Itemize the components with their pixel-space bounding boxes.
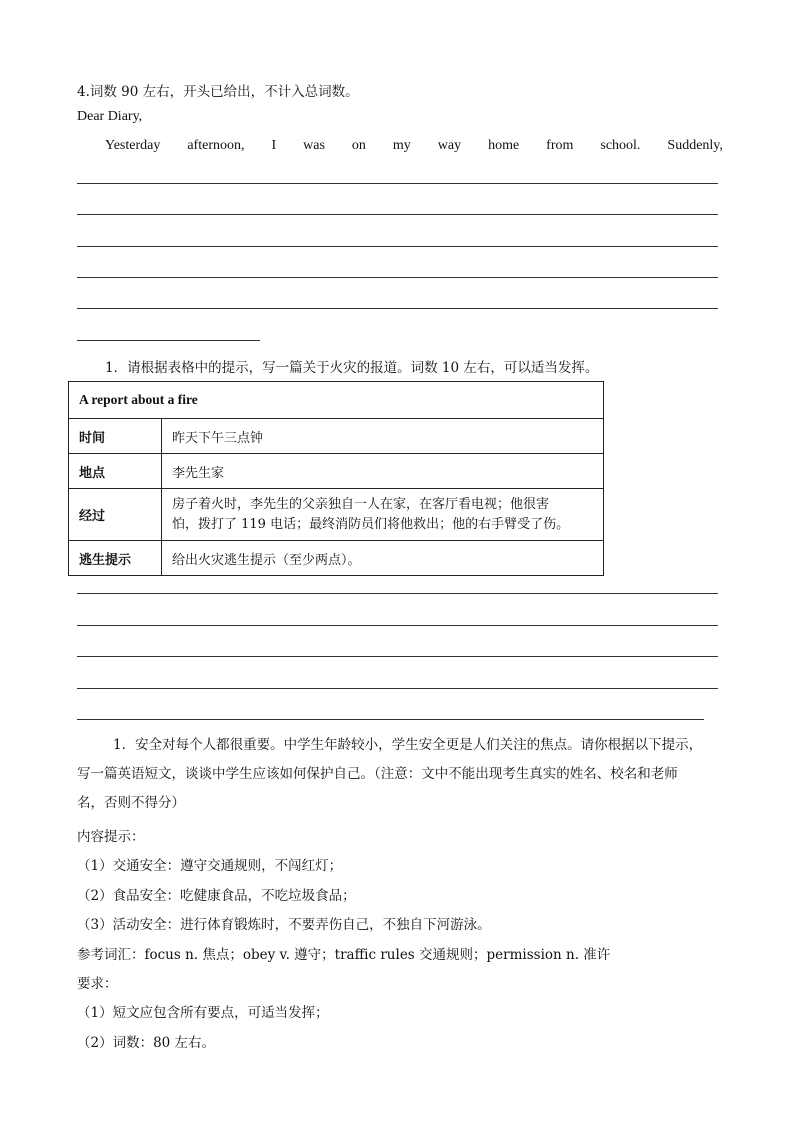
requirement-item: （2）词数：80 左右。	[77, 1035, 216, 1051]
writing-line[interactable]	[77, 593, 718, 594]
fire-report-table	[68, 381, 604, 576]
requirement-item: （1）短文应包含所有要点，可适当发挥；	[77, 1005, 329, 1021]
opening-word: was	[303, 138, 325, 153]
vocab-hint: 参考词汇：focus n. 焦点；obey v. 遵守；traffic rules 交通规则；permission n. 准许	[77, 947, 611, 963]
opening-word: home	[488, 138, 520, 153]
table-row	[69, 454, 604, 489]
row-key: 地点	[69, 454, 162, 489]
diary-opening-line	[105, 138, 723, 154]
table-title: A report about a fire	[69, 382, 604, 419]
opening-word: I	[271, 138, 277, 153]
table-row	[69, 419, 604, 454]
opening-word: my	[392, 138, 411, 153]
opening-word: school.	[600, 138, 641, 153]
row-value-line: 怕，拨打了 119 电话；最终消防员们将他救出；他的右手臂受了伤。	[172, 516, 570, 532]
row-key: 时间	[69, 419, 162, 454]
row-key: 经过	[69, 489, 162, 541]
writing-line[interactable]	[77, 214, 718, 215]
writing-line[interactable]	[77, 656, 718, 657]
row-value-line: 房子着火时，李先生的父亲独自一人在家，在客厅看电视；他很害	[172, 496, 550, 512]
safety-intro-line: 名，否则不得分）	[77, 795, 185, 811]
opening-word: on	[351, 138, 366, 153]
diary-greeting: Dear Diary,	[77, 109, 143, 124]
content-label: 内容提示：	[77, 829, 145, 845]
content-point: （3）活动安全：进行体育锻炼时，不要弄伤自己，不独自下河游泳。	[77, 917, 491, 933]
writing-line[interactable]	[77, 625, 718, 626]
table-row	[69, 541, 604, 576]
writing-line[interactable]	[77, 308, 718, 309]
safety-intro-line: 1．安全对每个人都很重要。中学生年龄较小，学生安全更是人们关注的焦点。请你根据以下提示，	[113, 737, 703, 753]
row-value	[162, 489, 604, 541]
writing-line[interactable]	[77, 183, 718, 184]
row-value: 给出火灾逃生提示（至少两点）。	[162, 541, 604, 576]
table-row	[69, 489, 604, 541]
writing-line[interactable]	[77, 719, 704, 720]
writing-line[interactable]	[77, 246, 718, 247]
opening-word: way	[437, 138, 462, 153]
fire-task-instruction: 1．请根据表格中的提示，写一篇关于火灾的报道。词数 10 左右，可以适当发挥。	[105, 360, 599, 376]
row-key: 逃生提示	[69, 541, 162, 576]
requirements-label: 要求：	[77, 976, 118, 992]
row-value: 李先生家	[162, 454, 604, 489]
table-row	[69, 382, 604, 419]
opening-word: Suddenly,	[667, 138, 723, 153]
content-point: （1）交通安全：遵守交通规则，不闯红灯；	[77, 858, 343, 874]
opening-word: from	[546, 138, 574, 153]
task4-instruction: 4.词数 90 左右，开头已给出，不计入总词数。	[77, 84, 359, 100]
writing-line[interactable]	[77, 688, 718, 689]
writing-line-short[interactable]	[77, 340, 260, 341]
writing-line[interactable]	[77, 277, 718, 278]
row-value: 昨天下午三点钟	[162, 419, 604, 454]
content-point: （2）食品安全：吃健康食品，不吃垃圾食品；	[77, 888, 356, 904]
opening-word: afternoon,	[187, 138, 245, 153]
safety-intro-line: 写一篇英语短文，谈谈中学生应该如何保护自己。（注意：文中不能出现考生真实的姓名、校名和老师	[77, 766, 678, 782]
opening-word: Yesterday	[105, 138, 161, 153]
